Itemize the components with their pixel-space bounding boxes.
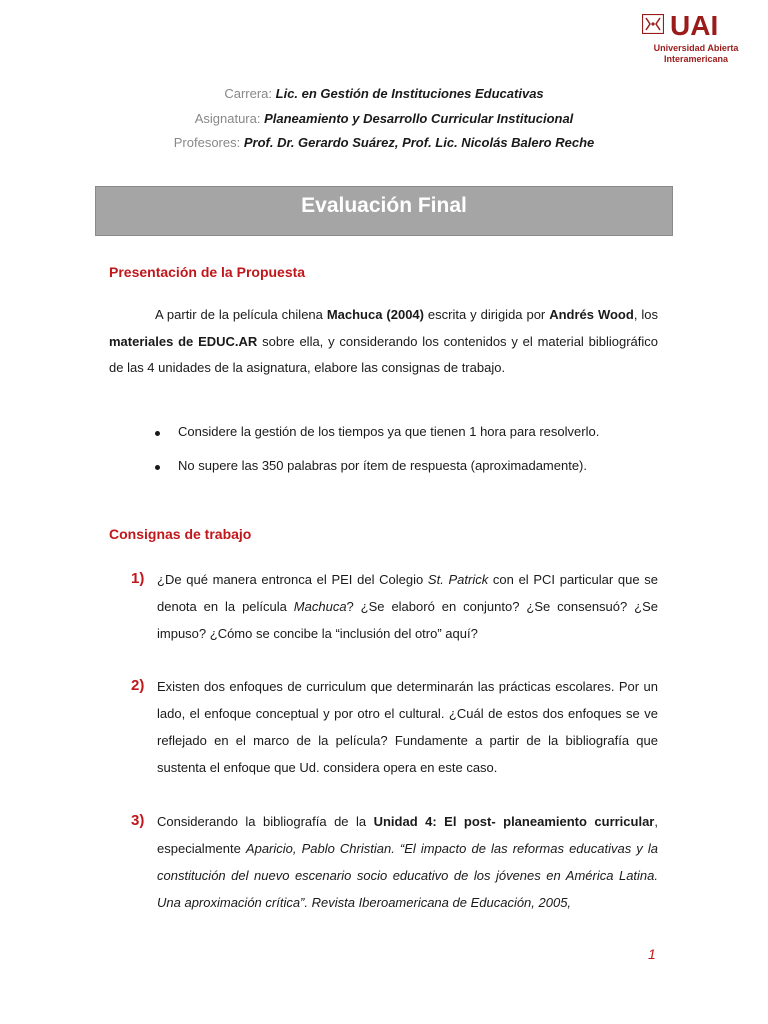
presentacion-paragraph	[109, 302, 658, 382]
bullet-text: No supere las 350 palabras por ítem de respuesta (aproximadamente).	[178, 458, 587, 473]
document-title: Evaluación Final	[301, 194, 467, 217]
question-number-3: 3)	[131, 812, 145, 829]
section-heading-consignas: Consignas de trabajo	[109, 526, 252, 542]
director-name: Andrés Wood	[549, 307, 634, 322]
uai-logo	[640, 12, 750, 68]
carrera-line	[0, 86, 768, 102]
text-run-italic: St. Patrick	[427, 572, 489, 587]
logo-subtitle	[640, 43, 752, 65]
asignatura-label: Asignatura:	[194, 111, 261, 126]
section-heading-presentacion: Presentación de la Propuesta	[109, 264, 306, 280]
profesores-value: Prof. Dr. Gerardo Suárez, Prof. Lic. Nicolás Balero Reche	[243, 135, 595, 150]
bullet-dot	[155, 465, 160, 470]
carrera-value: Lic. en Gestión de Instituciones Educativas	[275, 86, 544, 101]
page-number: 1	[648, 946, 656, 962]
text-run: escrita y dirigida por	[423, 307, 550, 322]
bullet-text: Considere la gestión de los tiempos ya que tienen 1 hora para resolverlo.	[178, 424, 600, 439]
text-run: A partir de la película chilena	[155, 307, 327, 322]
bullet-dot	[155, 431, 160, 436]
logo-line-1: Universidad Abierta	[653, 43, 739, 53]
question-2-text: Existen dos enfoques de curriculum que determinarán las prácticas escolares. Por un lado, el enfoque conceptual y por otro el cultural. ¿Cuál de estos dos enfoques se ve reflejado en el marco de la película? Fundamente a partir de la bibliografía que sustenta el enfoque que Ud. considera opera en este caso.	[157, 679, 658, 775]
question-number-2: 2)	[131, 677, 145, 694]
text-run: ¿De qué manera entronca el PEI del Colegio	[157, 572, 428, 587]
question-number-1: 1)	[131, 570, 145, 587]
asignatura-value: Planeamiento y Desarrollo Curricular Institucional	[264, 111, 574, 126]
text-run-italic: Machuca	[293, 599, 347, 614]
text-run: ? ¿Se elaboró en conjunto? ¿Se consensuó? ¿Se impuso? ¿Cómo se concibe la “inclusión del otro” aquí?	[157, 599, 658, 641]
text-run: sobre ella, y considerando los contenidos y el material bibliográfico de las 4 unidades de la asignatura, elabore las consignas de trabajo.	[109, 333, 658, 375]
asignatura-line	[0, 111, 768, 127]
text-run: Considerando la bibliografía de la	[157, 814, 374, 829]
profesores-line	[0, 135, 768, 151]
question-1-text	[157, 566, 658, 647]
logo-line-2: Interamericana	[663, 54, 729, 64]
materials-name: materiales de EDUC.AR	[109, 333, 258, 349]
text-run: con el PCI particular que se denota en la película	[157, 572, 658, 614]
question-3-text	[157, 808, 658, 916]
profesores-label: Profesores:	[173, 135, 241, 150]
film-title: Machuca (2004)	[326, 307, 424, 322]
carrera-label: Carrera:	[224, 86, 273, 101]
text-run: , especialmente	[157, 814, 658, 856]
logo-wordmark: UAI	[670, 10, 719, 41]
text-run-bold: Unidad 4: El post- planeamiento curricular	[373, 814, 655, 829]
shield-icon	[642, 14, 664, 34]
text-run-italic: Aparicio, Pablo Christian. “El impacto de las reformas educativas y la constitución del nuevo escenario socio educativo de los jóvenes en América Latina. Una aproximación crítica”. Revista Iberoamericana de Educación, 2005,	[157, 841, 658, 910]
text-run: , los	[633, 307, 658, 322]
title-banner	[95, 186, 673, 236]
